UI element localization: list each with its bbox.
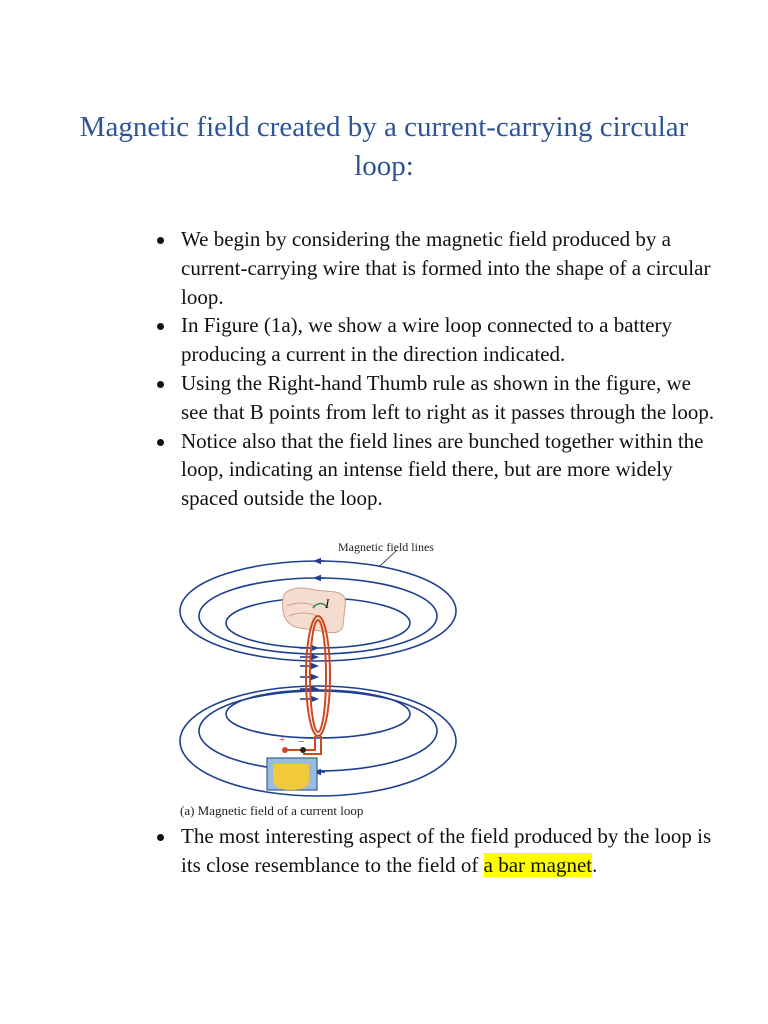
minus-label: − (298, 736, 305, 748)
battery-icon (267, 734, 317, 790)
bullet-text-end: . (592, 852, 598, 877)
bullet-list (150, 225, 721, 513)
field-line-ellipse (226, 690, 410, 738)
field-lines-label: Magnetic field lines (338, 540, 434, 554)
figure-illustration (175, 536, 470, 822)
list-item: We begin by considering the magnetic field produced by a current-carrying wire that is formed into the shape of a circular loop. (181, 225, 721, 311)
plus-label: + (279, 734, 286, 746)
current-label: I (325, 596, 330, 611)
list-item (181, 822, 721, 880)
bullet-list-continued (150, 822, 721, 880)
list-item: In Figure (1a), we show a wire loop connected to a battery producing a current in the direction indicated. (181, 311, 721, 369)
list-item: Notice also that the field lines are bunched together within the loop, indicating an intense field there, but are more widely spaced outside the loop. (181, 427, 721, 513)
figure-caption: (a) Magnetic field of a current loop (180, 803, 364, 818)
field-line-ellipse (180, 686, 456, 796)
wire-loop (285, 616, 330, 754)
lower-field-lines (180, 686, 456, 796)
current-loop-figure (175, 536, 470, 822)
list-item: Using the Right-hand Thumb rule as shown in the figure, we see that B points from left to right as it passes through the loop. (181, 369, 721, 427)
highlighted-text: a bar magnet (483, 852, 593, 877)
page-title: Magnetic field created by a current-carrying circular loop: (79, 111, 689, 182)
bullet-text: The most interesting aspect of the field produced by the loop is its close resemblance to the field of (181, 824, 712, 877)
